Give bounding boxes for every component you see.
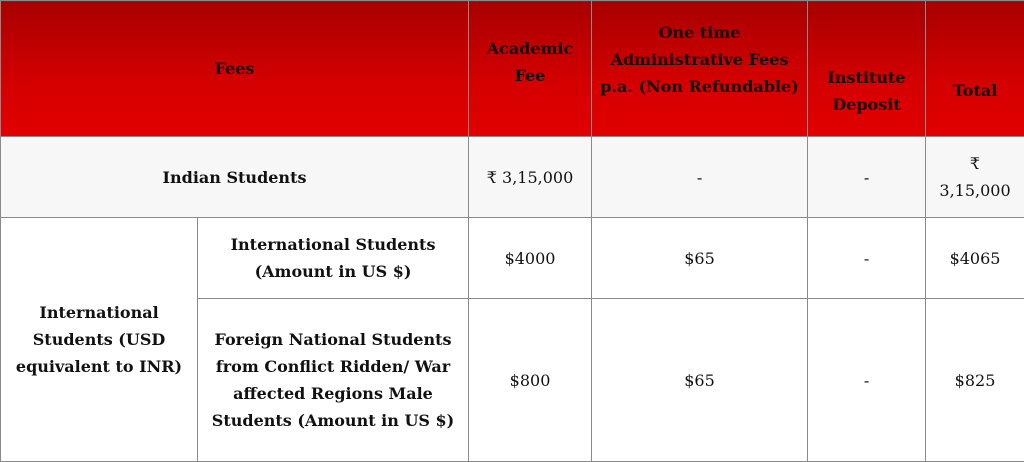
indian-students-label: Indian Students <box>1 137 469 218</box>
indian-academic-fee: ₹ 3,15,000 <box>469 137 592 218</box>
conflict-academic-fee: $800 <box>469 299 592 462</box>
indian-institute-deposit: - <box>808 137 926 218</box>
international-students-label: International Students (Amount in US $) <box>198 218 469 299</box>
international-institute-deposit: - <box>808 218 926 299</box>
header-fees: Fees <box>1 1 469 137</box>
header-total: Total <box>926 1 1024 137</box>
header-institute-deposit: Institute Deposit <box>808 1 926 137</box>
international-group-label: International Students (USD equivalent to INR) <box>1 218 198 462</box>
indian-admin-fees: - <box>592 137 808 218</box>
international-admin-fees: $65 <box>592 218 808 299</box>
header-academic-fee: Academic Fee <box>469 1 592 137</box>
indian-total: ₹ 3,15,000 <box>926 137 1024 218</box>
header-admin-fees: One time Administrative Fees p.a. (Non Refundable) <box>592 1 808 137</box>
conflict-institute-deposit: - <box>808 299 926 462</box>
table-row-indian <box>1 137 1024 218</box>
table-row-international <box>1 218 1024 299</box>
conflict-admin-fees: $65 <box>592 299 808 462</box>
conflict-total: $825 <box>926 299 1024 462</box>
international-academic-fee: $4000 <box>469 218 592 299</box>
header-row <box>1 1 1024 137</box>
international-total: $4065 <box>926 218 1024 299</box>
conflict-students-label: Foreign National Students from Conflict Ridden/ War affected Regions Male Students (Amount in US $) <box>198 299 469 462</box>
